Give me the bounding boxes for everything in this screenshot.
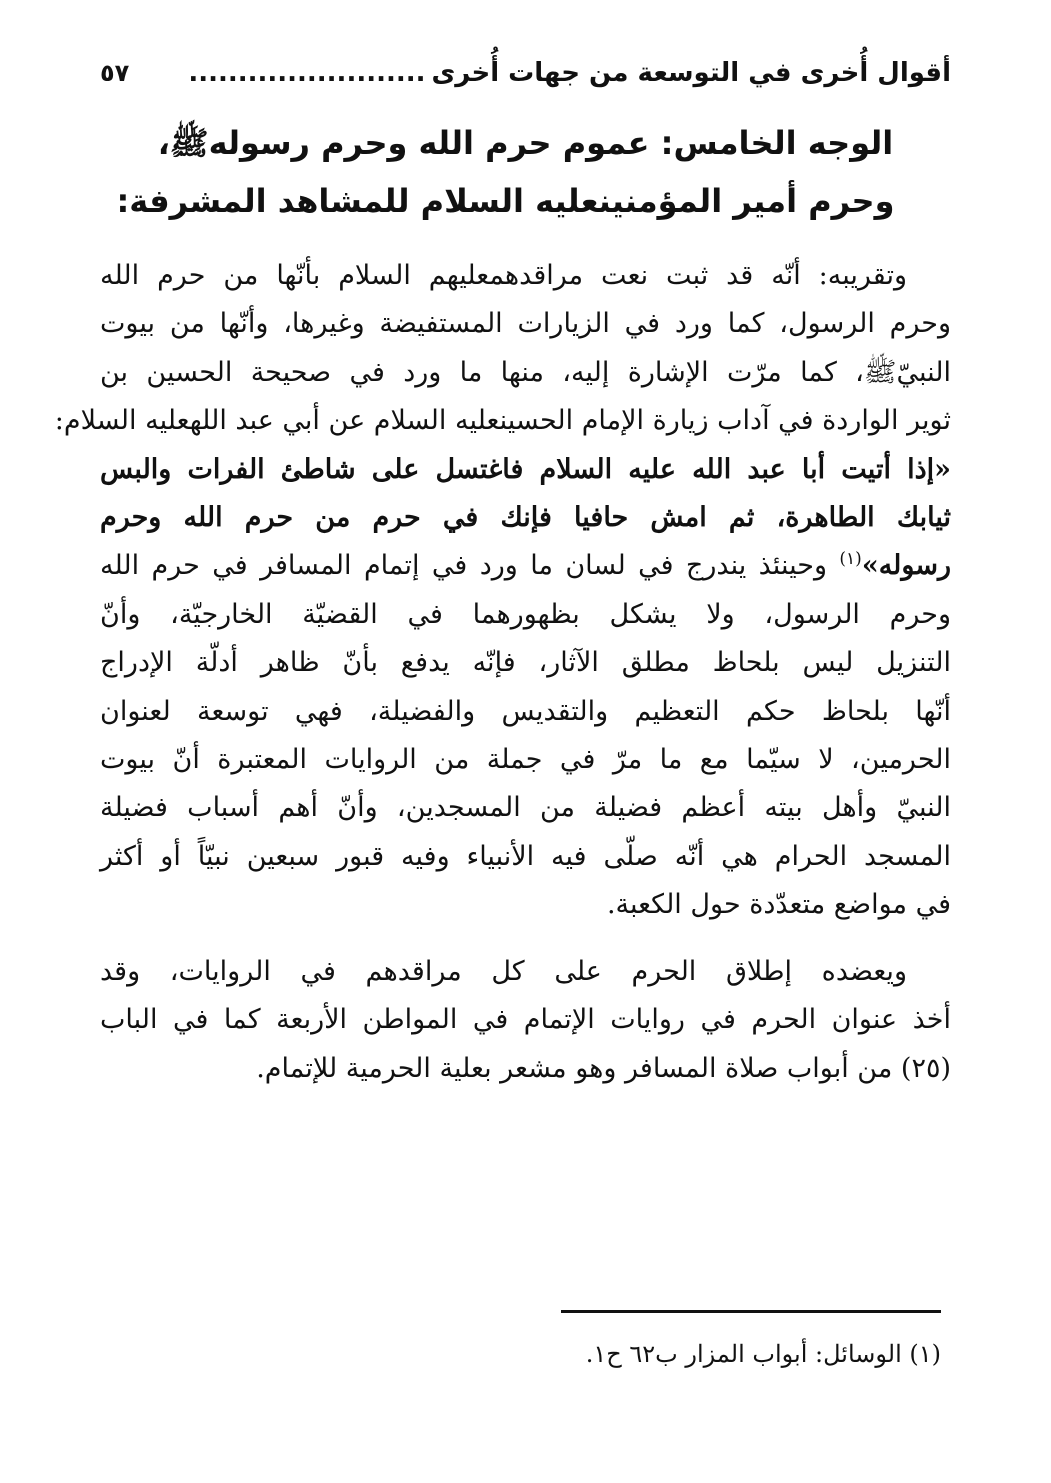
text-line: [100, 542, 951, 590]
footnote-marker: (١): [839, 549, 862, 570]
quote-line: ثيابك الطاهرة، ثم امش حافيا فإنك في حرم من حرم الله وحرم: [100, 502, 951, 534]
text-line: النبيّﷺ، كما مرّت الإشارة إليه، منها ما ورد في صحيحة الحسين بن: [100, 356, 951, 388]
running-title: [188, 58, 951, 88]
footnote-separator: [561, 1310, 941, 1313]
footnote: (١) الوسائل: أبواب المزار ب٦٢ ح١.: [585, 1340, 941, 1368]
text-line: ويعضده إطلاق الحرم على كل مراقدهم في الروايات، وقد: [100, 955, 907, 987]
main-text: [54, 252, 951, 1093]
quote-end: رسوله»: [861, 550, 951, 582]
text-line: في مواضع متعدّدة حول الكعبة.: [606, 889, 951, 921]
text-line: المسجد الحرام هي أنّه صلّى فيه الأنبياء وفيه قبور سبعين نبيّاً أو أكثر: [100, 840, 951, 872]
text-line: النبيّ وأهل بيته أعظم فضيلة من المسجدين، وأنّ أهم أسباب فضيلة: [100, 792, 951, 824]
text-fragment: وحينئذ يندرج في لسان ما ورد في إتمام المسافر في حرم الله: [100, 550, 840, 582]
running-header: [100, 58, 951, 98]
page-number: ٥٧: [100, 59, 130, 87]
text-line: التنزيل ليس بلحاظ مطلق الآثار، فإنّه يدفع بأنّ ظاهر أدلّة الإدراج: [100, 647, 951, 679]
text-line: أنّها بلحاظ حكم التعظيم والتقديس والفضيلة، فهي توسعة لعنوان: [100, 695, 951, 727]
section-heading: [100, 114, 951, 230]
text-line: وحرم الرسول، ولا يشكل بظهورهما في القضيّة الخارجيّة، وأنّ: [100, 598, 951, 630]
text-line: (٢٥) من أبواب صلاة المسافر وهو مشعر بعلية الحرمية للإتمام.: [256, 1052, 951, 1084]
paragraph-2: [100, 948, 951, 1093]
text-line: وتقريبه: أنّه قد ثبت نعت مراقدهمعليهم السلام بأنّها من حرم الله: [100, 260, 907, 291]
heading-line-1: الوجه الخامس: عموم حرم الله وحرم رسولهﷺ،: [157, 124, 894, 162]
leader-dots: ........................: [188, 58, 426, 88]
running-title-text: أقوال أُخرى في التوسعة من جهات أُخرى: [431, 58, 951, 88]
text-line: أخذ عنوان الحرم في روايات الإتمام في المواطن الأربعة كما في الباب: [100, 1004, 951, 1036]
text-line: وحرم الرسول، كما ورد في الزيارات المستفيضة وغيرها، وأنّها من بيوت: [100, 308, 951, 340]
heading-line-2: وحرم أمير المؤمنينعليه السلام للمشاهد المشرفة:: [116, 182, 895, 220]
quote-line: «إذا أتيت أبا عبد الله عليه السلام فاغتسل على شاطئ الفرات والبس: [100, 453, 951, 485]
paragraph-1: [54, 252, 951, 930]
text-line: ثوير الواردة في آداب زيارة الإمام الحسينعليه السلام عن أبي عبد اللهعليه السلام:: [54, 405, 951, 437]
text-line: الحرمين، لا سيّما مع ما مرّ في جملة من الروايات المعتبرة أنّ بيوت: [100, 744, 951, 776]
